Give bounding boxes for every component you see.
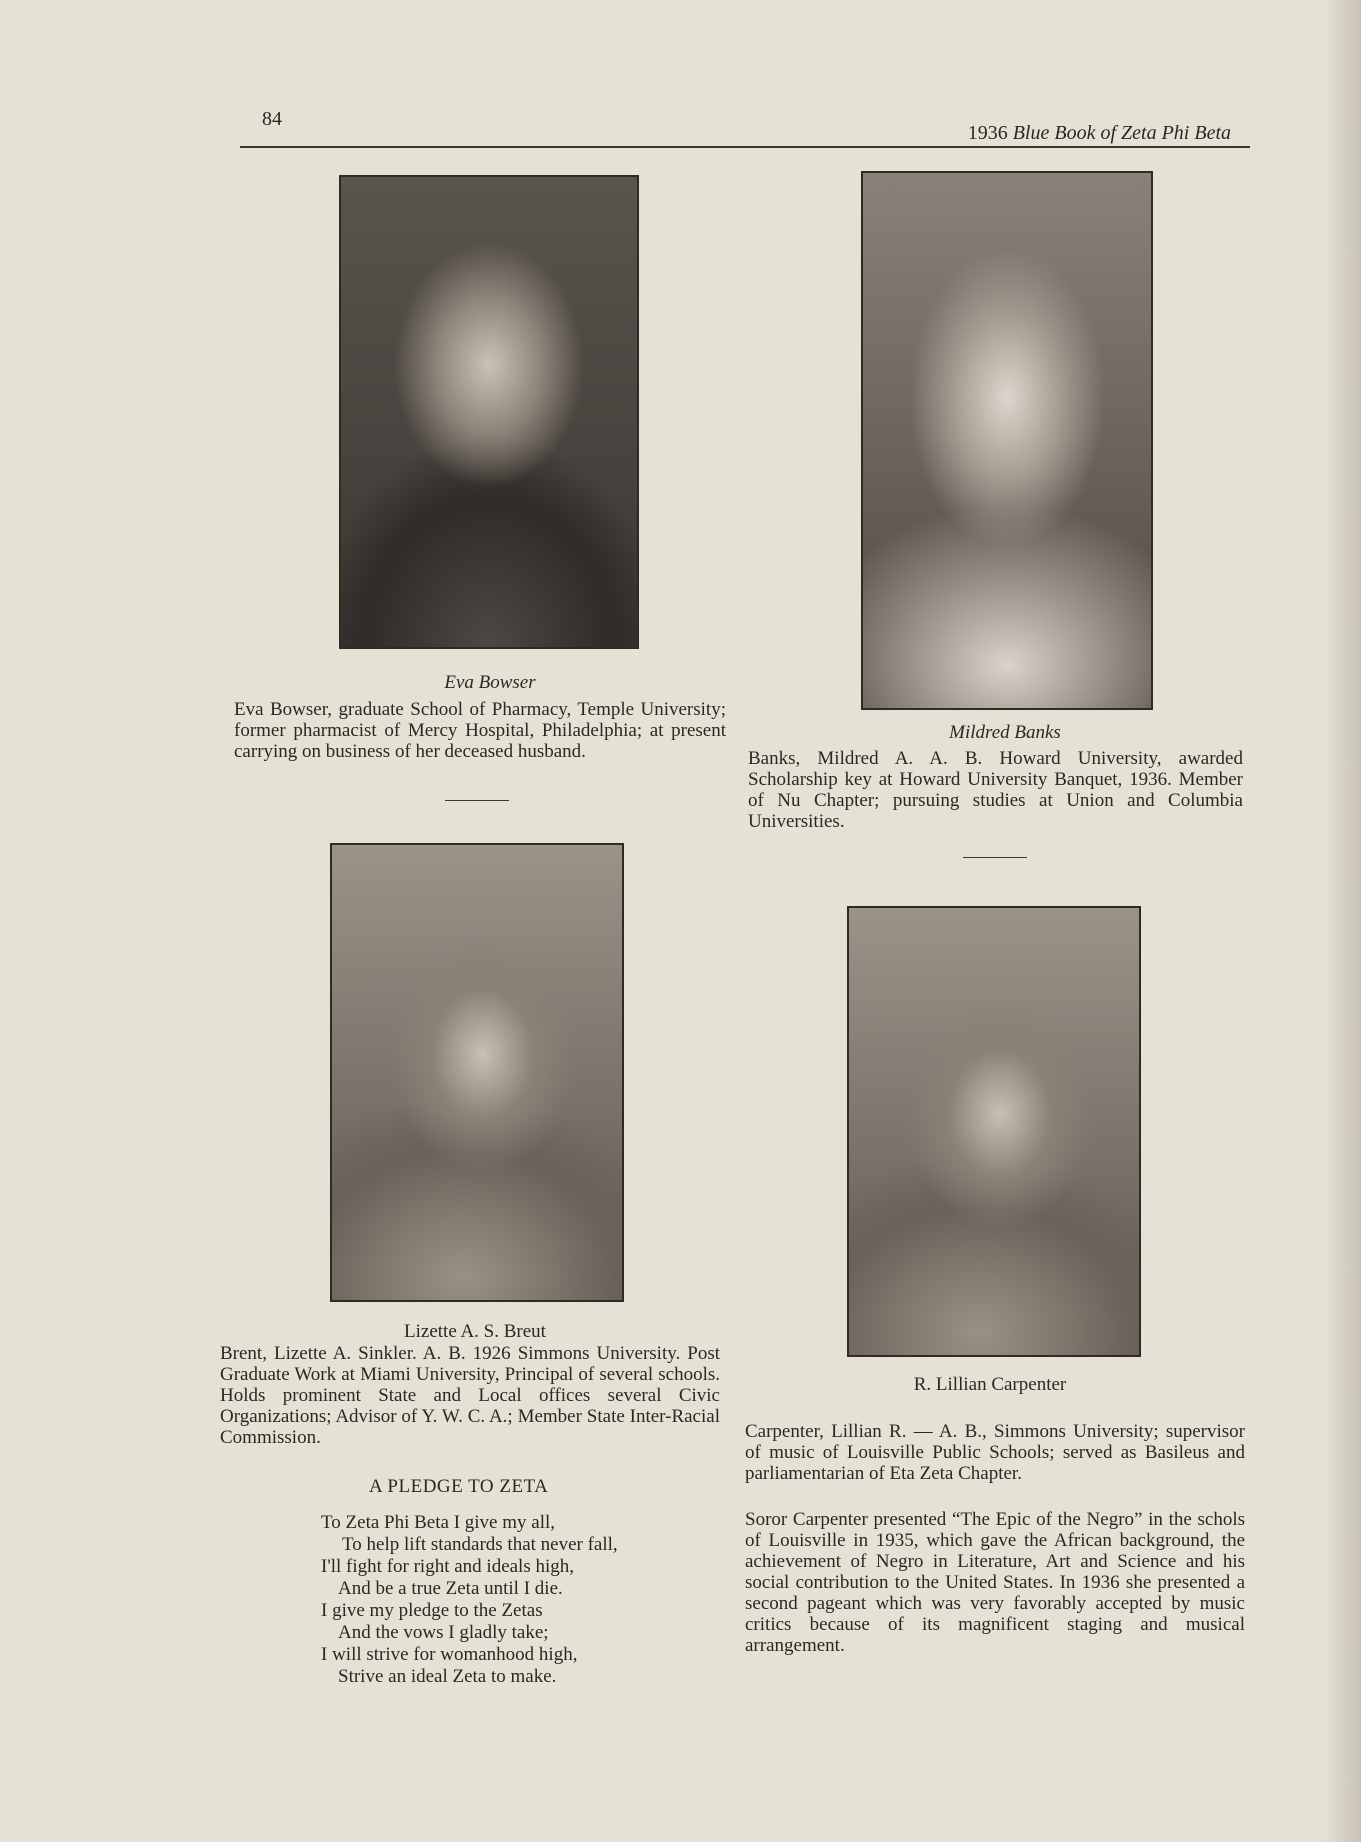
portrait-lillian-carpenter — [847, 906, 1141, 1357]
bio-eva-bowser: Eva Bowser, graduate School of Pharmacy, Temple University; former pharmacist of Mercy Hospital, Philadelphia; at present carrying on business of her deceased husband. — [234, 699, 726, 762]
bio-lizette-breut: Brent, Lizette A. Sinkler. A. B. 1926 Simmons University. Post Graduate Work at Miami University, Principal of several schools. Holds prominent State and Local offices several Civic Organizations; Advisor of Y. W. C. A.; Member State Inter-Racial Commission. — [220, 1343, 720, 1448]
header-rule — [240, 146, 1250, 148]
header-year: 1936 — [967, 122, 1008, 144]
poem-line: To Zeta Phi Beta I give my all, — [321, 1512, 556, 1533]
portrait-mildred-banks — [861, 171, 1153, 710]
poem-line: And be a true Zeta until I die. — [338, 1578, 563, 1599]
portrait-eva-bowser — [339, 175, 639, 649]
separator-rule — [445, 800, 509, 801]
running-header — [968, 122, 1231, 145]
portrait-lizette-breut — [330, 843, 624, 1302]
header-book-title: Blue Book of Zeta Phi Beta — [1012, 122, 1231, 144]
poem-line: Strive an ideal Zeta to make. — [338, 1666, 557, 1687]
separator-rule — [963, 857, 1027, 858]
poem-title: A PLEDGE TO ZETA — [369, 1476, 549, 1497]
poem-line: And the vows I gladly take; — [338, 1622, 549, 1643]
caption-lillian-carpenter: R. Lillian Carpenter — [913, 1374, 1067, 1395]
poem-line: I give my pledge to the Zetas — [321, 1600, 543, 1621]
caption-lizette-breut: Lizette A. S. Breut — [404, 1321, 546, 1342]
bio-lillian-carpenter: Carpenter, Lillian R. — A. B., Simmons University; supervisor of music of Louisville Public Schools; served as Basileus and parliamentarian of Eta Zeta Chapter. — [745, 1421, 1245, 1484]
bio-lillian-carpenter-continued: Soror Carpenter presented “The Epic of the Negro” in the schols of Louisville in 1935, which gave the African background, the achievement of Negro in Literature, Art and Science and his social contribution to the United States. In 1936 she presented a second pageant which was very favorably accepted by music critics because of its magnificent staging and musical arrangement. — [745, 1509, 1245, 1656]
bio-mildred-banks: Banks, Mildred A. A. B. Howard University, awarded Scholarship key at Howard University Banquet, 1936. Member of Nu Chapter; pursuing studies at Union and Columbia Universities. — [748, 748, 1243, 832]
poem-line: To help lift standards that never fall, — [342, 1534, 618, 1555]
page-edge-shadow — [1325, 0, 1361, 1842]
poem-line: I'll fight for right and ideals high, — [321, 1556, 575, 1577]
poem-line: I will strive for womanhood high, — [321, 1644, 578, 1665]
caption-eva-bowser: Eva Bowser — [444, 672, 536, 693]
page-number: 84 — [262, 108, 282, 130]
caption-mildred-banks: Mildred Banks — [949, 722, 1061, 743]
